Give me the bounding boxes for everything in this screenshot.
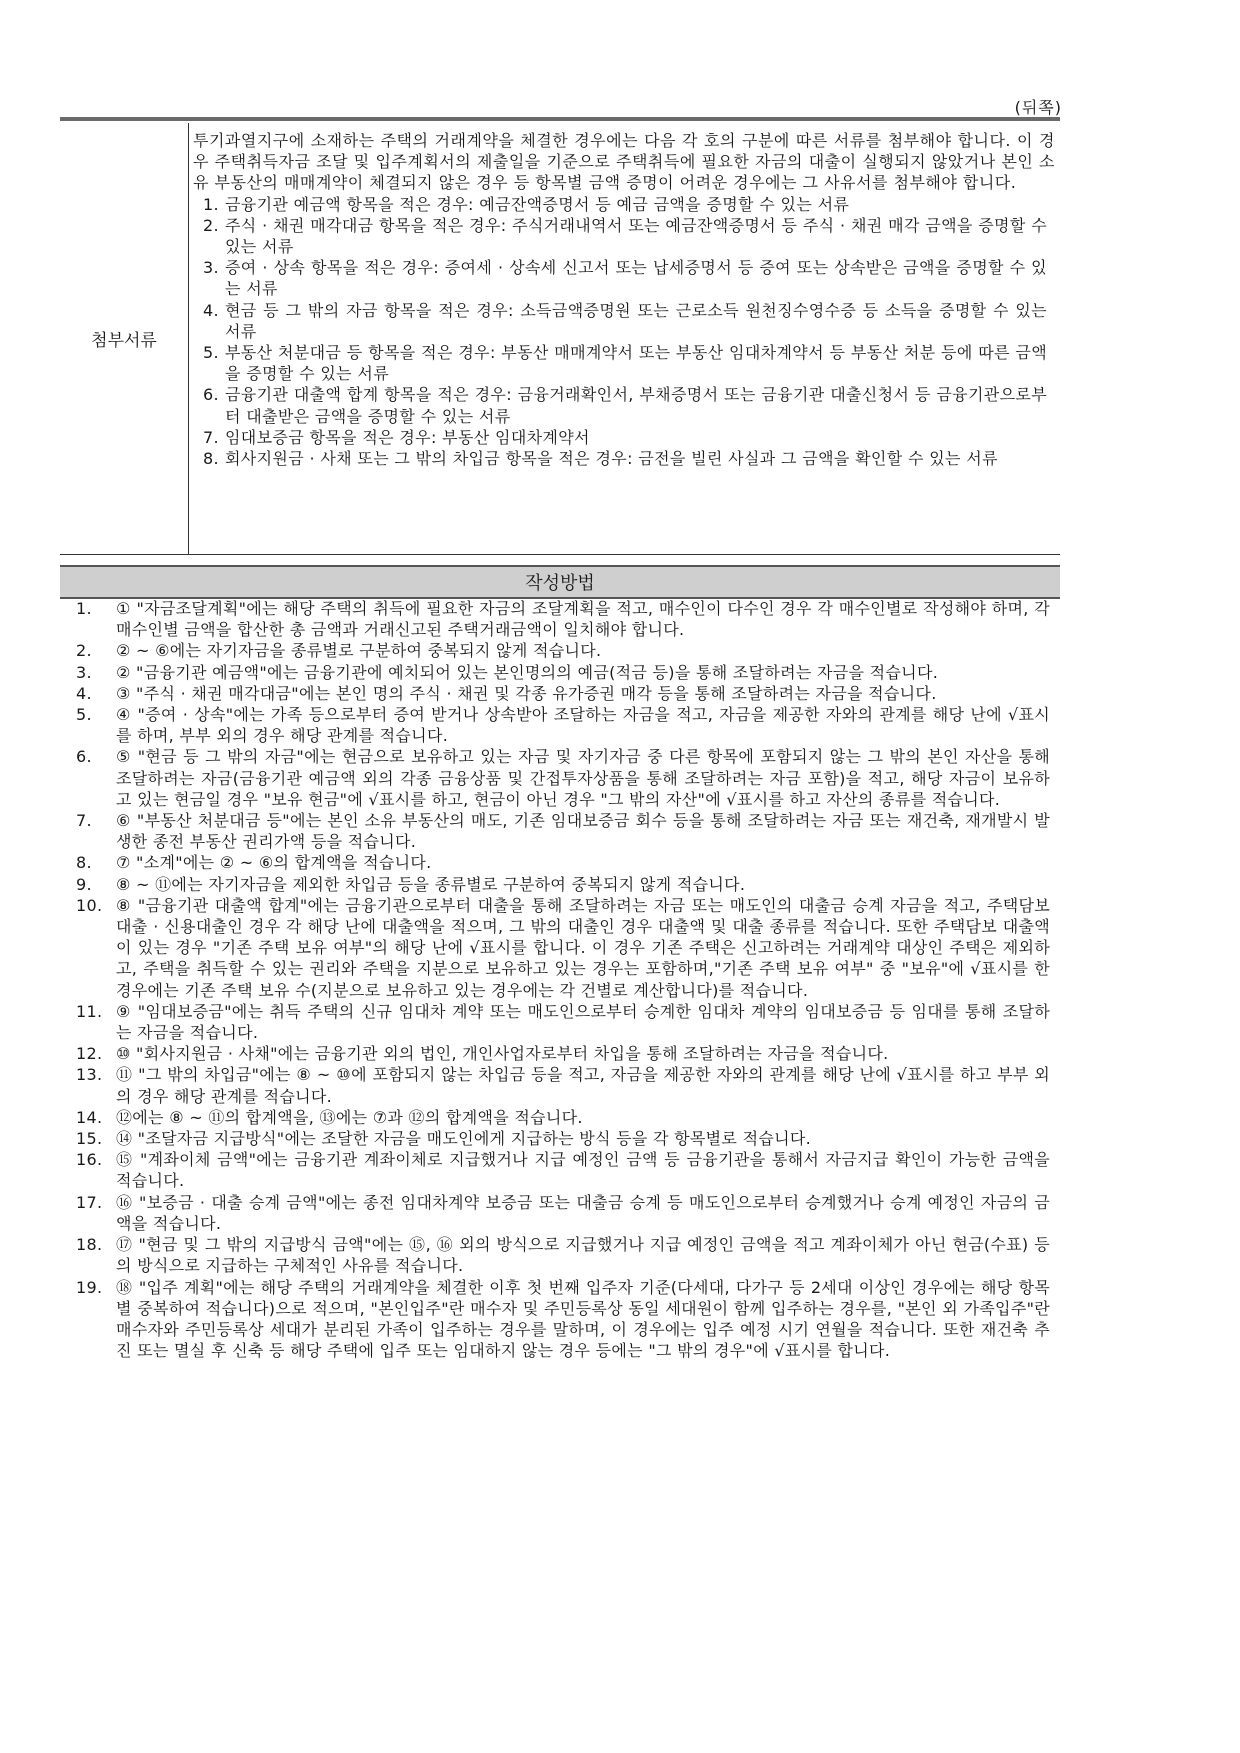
instruction-item-text: ① "자금조달계획"에는 해당 주택의 취득에 필요한 자금의 조달계획을 적고, 매수인이 다수인 경우 각 매수인별로 작성해야 하며, 각 매수인별 금액을 합산한 총 금액과 거래신고된 주택거래금액이 일치해야 합니다. bbox=[116, 599, 1050, 640]
instruction-item-number: 7. bbox=[76, 811, 92, 831]
instruction-item-number: 18. bbox=[76, 1235, 103, 1255]
instruction-item-number: 9. bbox=[76, 874, 92, 894]
attachment-item-text: 금융기관 대출액 합계 항목을 적은 경우: 금융거래확인서, 부채증명서 또는 금융기관 대출신청서 등 금융기관으로부터 대출받은 금액을 증명할 수 있는 서류 bbox=[225, 385, 1047, 426]
instruction-item bbox=[70, 598, 1050, 640]
instruction-item bbox=[70, 810, 1050, 852]
attachment-item-text: 현금 등 그 밖의 자금 항목을 적은 경우: 소득금액증명원 또는 근로소득 원천징수영수증 등 소득을 증명할 수 있는 서류 bbox=[225, 300, 1047, 341]
instructions-section bbox=[70, 598, 1050, 1361]
attachment-item bbox=[193, 448, 1055, 469]
instruction-item-text: ⑮ "계좌이체 금액"에는 금융기관 계좌이체로 지급했거나 지급 예정인 금액 등 금융기관을 통해서 자금지급 확인이 가능한 금액을 적습니다. bbox=[116, 1150, 1050, 1191]
instruction-item bbox=[70, 1128, 1050, 1149]
attachment-item-number: 1. bbox=[203, 194, 219, 214]
attachment-item-text: 회사지원금 · 사채 또는 그 밖의 차입금 항목을 적은 경우: 금전을 빌린 사실과 그 금액을 확인할 수 있는 서류 bbox=[225, 449, 998, 469]
attachments-content bbox=[193, 130, 1055, 469]
attachment-item-number: 8. bbox=[203, 449, 219, 469]
instruction-item bbox=[70, 1149, 1050, 1191]
top-divider bbox=[60, 117, 1060, 121]
attachments-list bbox=[193, 194, 1055, 470]
instruction-item bbox=[70, 640, 1050, 661]
attachment-item-number: 3. bbox=[203, 258, 219, 278]
attachment-item-number: 2. bbox=[203, 215, 219, 235]
instruction-item-text: ③ "주식 · 채권 매각대금"에는 본인 명의 주식 · 채권 및 각종 유가증권 매각 등을 통해 조달하려는 자금을 적습니다. bbox=[116, 683, 937, 703]
instruction-item-text: ⑧ "금융기관 대출액 합계"에는 금융기관으로부터 대출을 통해 조달하려는 자금 또는 매도인의 대출금 승계 자금을 적고, 주택담보대출 · 신용대출인 경우 각 해당 난에 대출액을 적으며, 그 밖의 대출인 경우 대출액 및 대출 종류를 적습니다. 또한 주택담보 대출액이 있는 경우 "기존 주택 보유 여부"의 해당 난에 √표시를 합니다. 이 경우 기존 주택은 신고하려는 거래계약 대상인 주택은 제외하고, 주택을 취득할 수 있는 권리와 주택을 지분으로 보유하고 있는 경우는 포함하며,"기존 주택 보유 여부" 중 "보유"에 √표시를 한 경우에는 기존 주택 보유 수(지분으로 보유하고 있는 경우에는 각 건별로 계산합니다)를 적습니다. bbox=[116, 895, 1050, 1000]
instruction-item-text: ⑧ ~ ⑪에는 자기자금을 제외한 차입금 등을 종류별로 구분하여 중복되지 않게 적습니다. bbox=[116, 874, 746, 894]
instruction-item-text: ⑱ "입주 계획"에는 해당 주택의 거래계약을 체결한 이후 첫 번째 입주자 기준(다세대, 다가구 등 2세대 이상인 경우에는 해당 항목별 중복하여 적습니다)으로 적으며, "본인입주"란 매수자 및 주민등록상 동일 세대원이 함께 입주하는 경우를, "본인 외 가족입주"란 매수자와 주민등록상 세대가 분리된 가족이 입주하는 경우를 말하며, 이 경우에는 입주 예정 시기 연월을 적습니다. 또한 재건축 추진 또는 멸실 후 신축 등 해당 주택에 입주 또는 임대하지 않는 경우 등에는 "그 밖의 경우"에 √표시를 합니다. bbox=[116, 1277, 1050, 1361]
instruction-item-text: ② "금융기관 예금액"에는 금융기관에 예치되어 있는 본인명의의 예금(적금 등)을 통해 조달하려는 자금을 적습니다. bbox=[116, 662, 939, 682]
instruction-item-text: ⑥ "부동산 처분대금 등"에는 본인 소유 부동산의 매도, 기존 임대보증금 회수 등을 통해 조달하려는 자금 또는 재건축, 재개발시 발생한 종전 부동산 권리가액 등을 적습니다. bbox=[116, 811, 1050, 852]
instruction-item bbox=[70, 1234, 1050, 1276]
instruction-item-number: 15. bbox=[76, 1129, 103, 1149]
instruction-item-text: ⑩ "회사지원금 · 사채"에는 금융기관 외의 법인, 개인사업자로부터 차입을 통해 조달하려는 자금을 적습니다. bbox=[116, 1044, 889, 1064]
instructions-list bbox=[70, 598, 1050, 1361]
instruction-item-text: ④ "증여 · 상속"에는 가족 등으로부터 증여 받거나 상속받아 조달하는 자금을 적고, 자금을 제공한 자와의 관계를 해당 난에 √표시를 하며, 부부 외의 경우 해당 관계를 적습니다. bbox=[116, 705, 1050, 746]
attachment-item bbox=[193, 257, 1055, 299]
attachment-item bbox=[193, 300, 1055, 342]
instruction-item bbox=[70, 895, 1050, 1001]
instruction-item bbox=[70, 852, 1050, 873]
attachments-intro: 투기과열지구에 소재하는 주택의 거래계약을 체결한 경우에는 다음 각 호의 구분에 따른 서류를 첨부해야 합니다. 이 경우 주택취득자금 조달 및 입주계획서의 제출일을 기준으로 주택취득에 필요한 자금의 대출이 실행되지 않았거나 본인 소유 부동산의 매매계약이 체결되지 않은 경우 등 항목별 금액 증명이 어려운 경우에는 그 사유서를 첨부해야 합니다. bbox=[193, 131, 1055, 193]
instruction-item bbox=[70, 746, 1050, 810]
attachment-item-text: 증여 · 상속 항목을 적은 경우: 증여세 · 상속세 신고서 또는 납세증명서 등 증여 또는 상속받은 금액을 증명할 수 있는 서류 bbox=[225, 258, 1047, 299]
instruction-item-number: 13. bbox=[76, 1065, 103, 1085]
attachment-item bbox=[193, 194, 1055, 215]
attachments-section bbox=[60, 123, 1060, 555]
attachment-item bbox=[193, 427, 1055, 448]
instruction-item-number: 3. bbox=[76, 662, 92, 682]
attachment-item-number: 6. bbox=[203, 385, 219, 405]
instruction-item-number: 4. bbox=[76, 683, 92, 703]
instruction-item-number: 12. bbox=[76, 1044, 103, 1064]
instructions-title: 작성방법 bbox=[60, 565, 1060, 599]
instruction-item-number: 2. bbox=[76, 641, 92, 661]
instruction-item-number: 17. bbox=[76, 1192, 103, 1212]
instruction-item-number: 16. bbox=[76, 1150, 103, 1170]
instruction-item bbox=[70, 1043, 1050, 1064]
instruction-item bbox=[70, 1064, 1050, 1106]
page-side-label: (뒤쪽) bbox=[1014, 98, 1062, 117]
attachment-item-number: 7. bbox=[203, 427, 219, 447]
instruction-item bbox=[70, 1107, 1050, 1128]
instruction-item bbox=[70, 1001, 1050, 1043]
attachment-item bbox=[193, 384, 1055, 426]
instruction-item-text: ⑪ "그 밖의 차입금"에는 ⑧ ~ ⑩에 포함되지 않는 차입금 등을 적고, 자금을 제공한 자와의 관계를 해당 난에 √표시를 하고 부부 외의 경우 해당 관계를 적습니다. bbox=[116, 1065, 1050, 1106]
instruction-item bbox=[70, 874, 1050, 895]
attachment-item-text: 금융기관 예금액 항목을 적은 경우: 예금잔액증명서 등 예금 금액을 증명할 수 있는 서류 bbox=[225, 194, 850, 214]
instruction-item bbox=[70, 662, 1050, 683]
instruction-item-text: ⑫에는 ⑧ ~ ⑪의 합계액을, ⑬에는 ⑦과 ⑫의 합계액을 적습니다. bbox=[116, 1107, 583, 1127]
attachment-item-number: 4. bbox=[203, 300, 219, 320]
instruction-item-text: ② ~ ⑥에는 자기자금을 종류별로 구분하여 중복되지 않게 적습니다. bbox=[116, 641, 602, 661]
instruction-item-text: ⑨ "임대보증금"에는 취득 주택의 신규 임대차 계약 또는 매도인으로부터 승계한 임대차 계약의 임대보증금 등 임대를 통해 조달하는 자금을 적습니다. bbox=[116, 1001, 1050, 1043]
attachment-item-text: 부동산 처분대금 등 항목을 적은 경우: 부동산 매매계약서 또는 부동산 임대차계약서 등 부동산 처분 등에 따른 금액을 증명할 수 있는 서류 bbox=[225, 343, 1047, 384]
instruction-item bbox=[70, 704, 1050, 746]
instruction-item bbox=[70, 1192, 1050, 1234]
instruction-item-text: ⑯ "보증금 · 대출 승계 금액"에는 종전 임대차계약 보증금 또는 대출금 승계 등 매도인으로부터 승계했거나 승계 예정인 자금의 금액을 적습니다. bbox=[116, 1192, 1050, 1233]
instruction-item-number: 1. bbox=[76, 599, 92, 618]
instruction-item-number: 11. bbox=[76, 1001, 103, 1021]
attachment-item-text: 임대보증금 항목을 적은 경우: 부동산 임대차계약서 bbox=[225, 427, 590, 447]
instruction-item-number: 14. bbox=[76, 1107, 103, 1127]
attachment-item-text: 주식 · 채권 매각대금 항목을 적은 경우: 주식거래내역서 또는 예금잔액증명서 등 주식 · 채권 매각 금액을 증명할 수 있는 서류 bbox=[225, 215, 1047, 257]
attachment-item bbox=[193, 342, 1055, 384]
instruction-item-text: ⑤ "현금 등 그 밖의 자금"에는 현금으로 보유하고 있는 자금 및 자기자금 중 다른 항목에 포함되지 않는 그 밖의 본인 자산을 통해 조달하려는 자금(금융기관 예금액 외의 각종 금융상품 및 간접투자상품을 통해 조달하려는 자금 포함)을 적고, 해당 자금이 보유하고 있는 현금일 경우 "보유 현금"에 √표시를 하고, 현금이 아닌 경우 "그 밖의 자산"에 √표시를 하고 자산의 종류를 적습니다. bbox=[116, 747, 1050, 809]
instruction-item-number: 8. bbox=[76, 853, 92, 873]
instruction-item-number: 5. bbox=[76, 705, 92, 725]
instruction-item bbox=[70, 683, 1050, 704]
attachments-label: 첨부서류 bbox=[60, 123, 189, 554]
instruction-item-number: 10. bbox=[76, 895, 103, 915]
attachment-item bbox=[193, 215, 1055, 257]
instruction-item-text: ⑦ "소계"에는 ② ~ ⑥의 합계액을 적습니다. bbox=[116, 853, 432, 873]
instruction-item-text: ⑰ "현금 및 그 밖의 지급방식 금액"에는 ⑮, ⑯ 외의 방식으로 지급했거나 지급 예정인 금액을 적고 계좌이체가 아닌 현금(수표) 등의 방식으로 지급하는 구체적인 사유를 적습니다. bbox=[116, 1235, 1050, 1276]
instruction-item-text: ⑭ "조달자금 지급방식"에는 조달한 자금을 매도인에게 지급하는 방식 등을 각 항목별로 적습니다. bbox=[116, 1129, 811, 1149]
instruction-item-number: 19. bbox=[76, 1277, 103, 1297]
instruction-item-number: 6. bbox=[76, 747, 92, 767]
instruction-item bbox=[70, 1277, 1050, 1362]
attachment-item-number: 5. bbox=[203, 343, 219, 363]
